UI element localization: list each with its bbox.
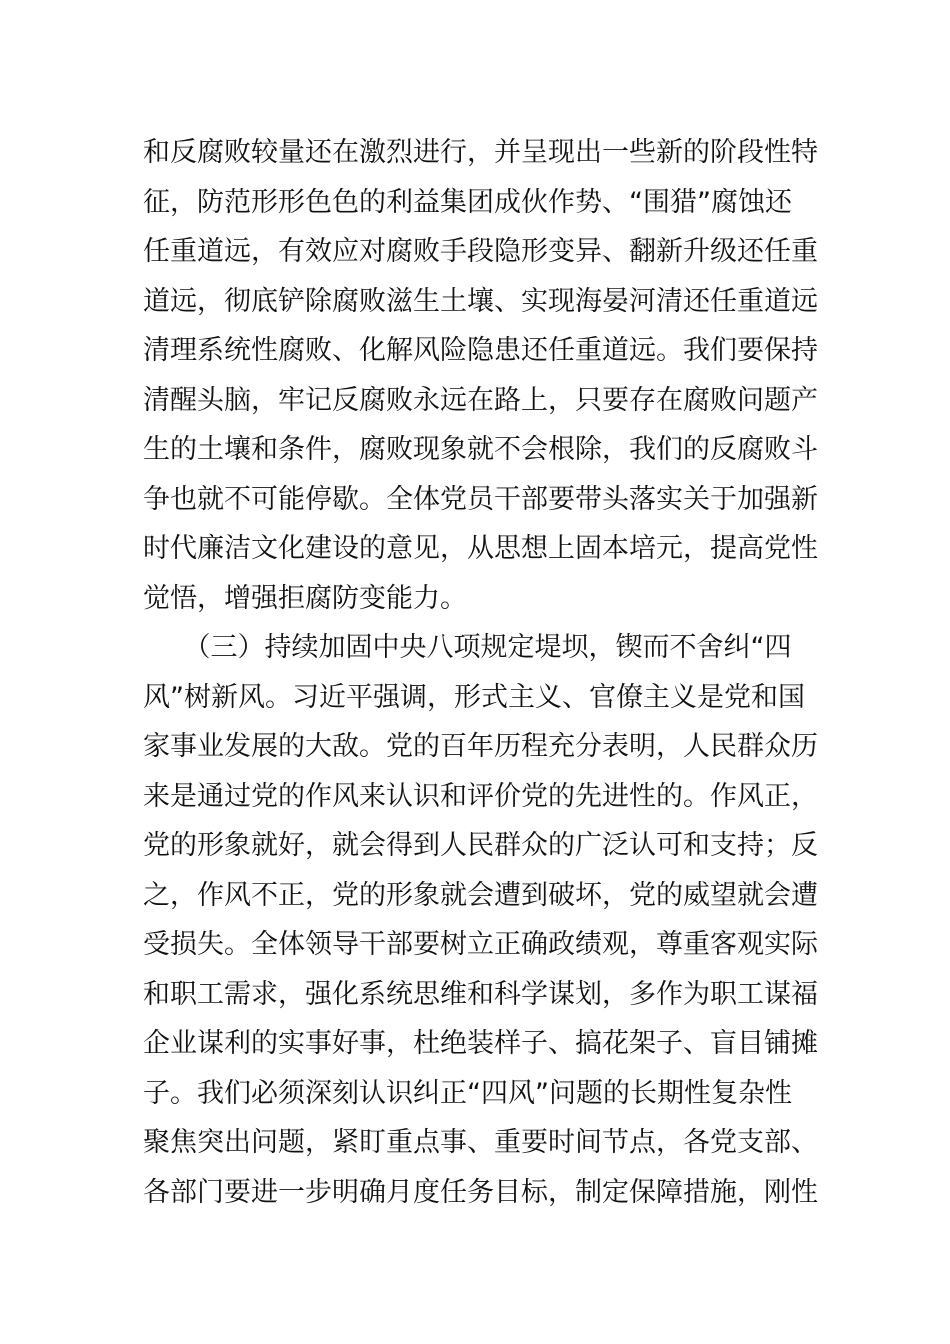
- text-line: 生的土壤和条件，腐败现象就不会根除，我们的反腐败斗: [143, 434, 818, 465]
- text-line: 党的形象就好，就会得到人民群众的广泛认可和支持；反: [143, 830, 818, 861]
- text-line: 征，防范形形色色的利益集团成伙作势、“围猎”腐蚀还: [143, 186, 792, 218]
- text-line: 争也就不可能停歇。全体党员干部要带头落实关于加强新: [143, 483, 818, 515]
- text-line: 清理系统性腐败、化解风险隐患还任重道远。我们要保持: [143, 335, 818, 366]
- text-line: 清醒头脑，牢记反腐败永远在路上，只要存在腐败问题产: [143, 384, 818, 416]
- text-line: 家事业发展的大敌。党的百年历程充分表明，人民群众历: [143, 731, 818, 762]
- text-line: 和反腐败较量还在激烈进行，并呈现出一些新的阶段性特: [143, 137, 818, 168]
- text-line: 道远，彻底铲除腐败滋生土壤、实现海晏河清还任重道远: [143, 285, 818, 317]
- text-line: 和职工需求，强化系统思维和科学谋划，多作为职工谋福: [143, 978, 818, 1010]
- text-line: 各部门要进一步明确月度任务目标，制定保障措施，刚性: [143, 1176, 818, 1208]
- text-line: 来是通过党的作风来认识和评价党的先进性的。作风正，: [143, 780, 818, 812]
- text-line: 时代廉洁文化建设的意见，从思想上固本培元，提高党性: [143, 533, 818, 564]
- text-line: 风”树新风。习近平强调，形式主义、官僚主义是党和国: [143, 681, 805, 713]
- text-line: 子。我们必须深刻认识纠正“四风”问题的长期性复杂性: [143, 1077, 792, 1109]
- text-line: 觉悟，增强拒腐防变能力。: [143, 582, 467, 614]
- text-line: 聚焦突出问题，紧盯重点事、重要时间节点，各党支部、: [143, 1127, 818, 1158]
- text-line: 企业谋利的实事好事，杜绝装样子、搞花架子、盲目铺摊: [143, 1028, 818, 1059]
- section-heading-line: （三）持续加固中央八项规定堤坝，锲而不舍纠“四: [143, 632, 792, 663]
- body-text: [143, 128, 818, 1217]
- text-line: 任重道远，有效应对腐败手段隐形变异、翻新升级还任重: [143, 236, 818, 267]
- text-line: 之，作风不正，党的形象就会遭到破坏，党的威望就会遭: [143, 879, 818, 911]
- text-line: 受损失。全体领导干部要树立正确政绩观，尊重客观实际: [143, 929, 818, 960]
